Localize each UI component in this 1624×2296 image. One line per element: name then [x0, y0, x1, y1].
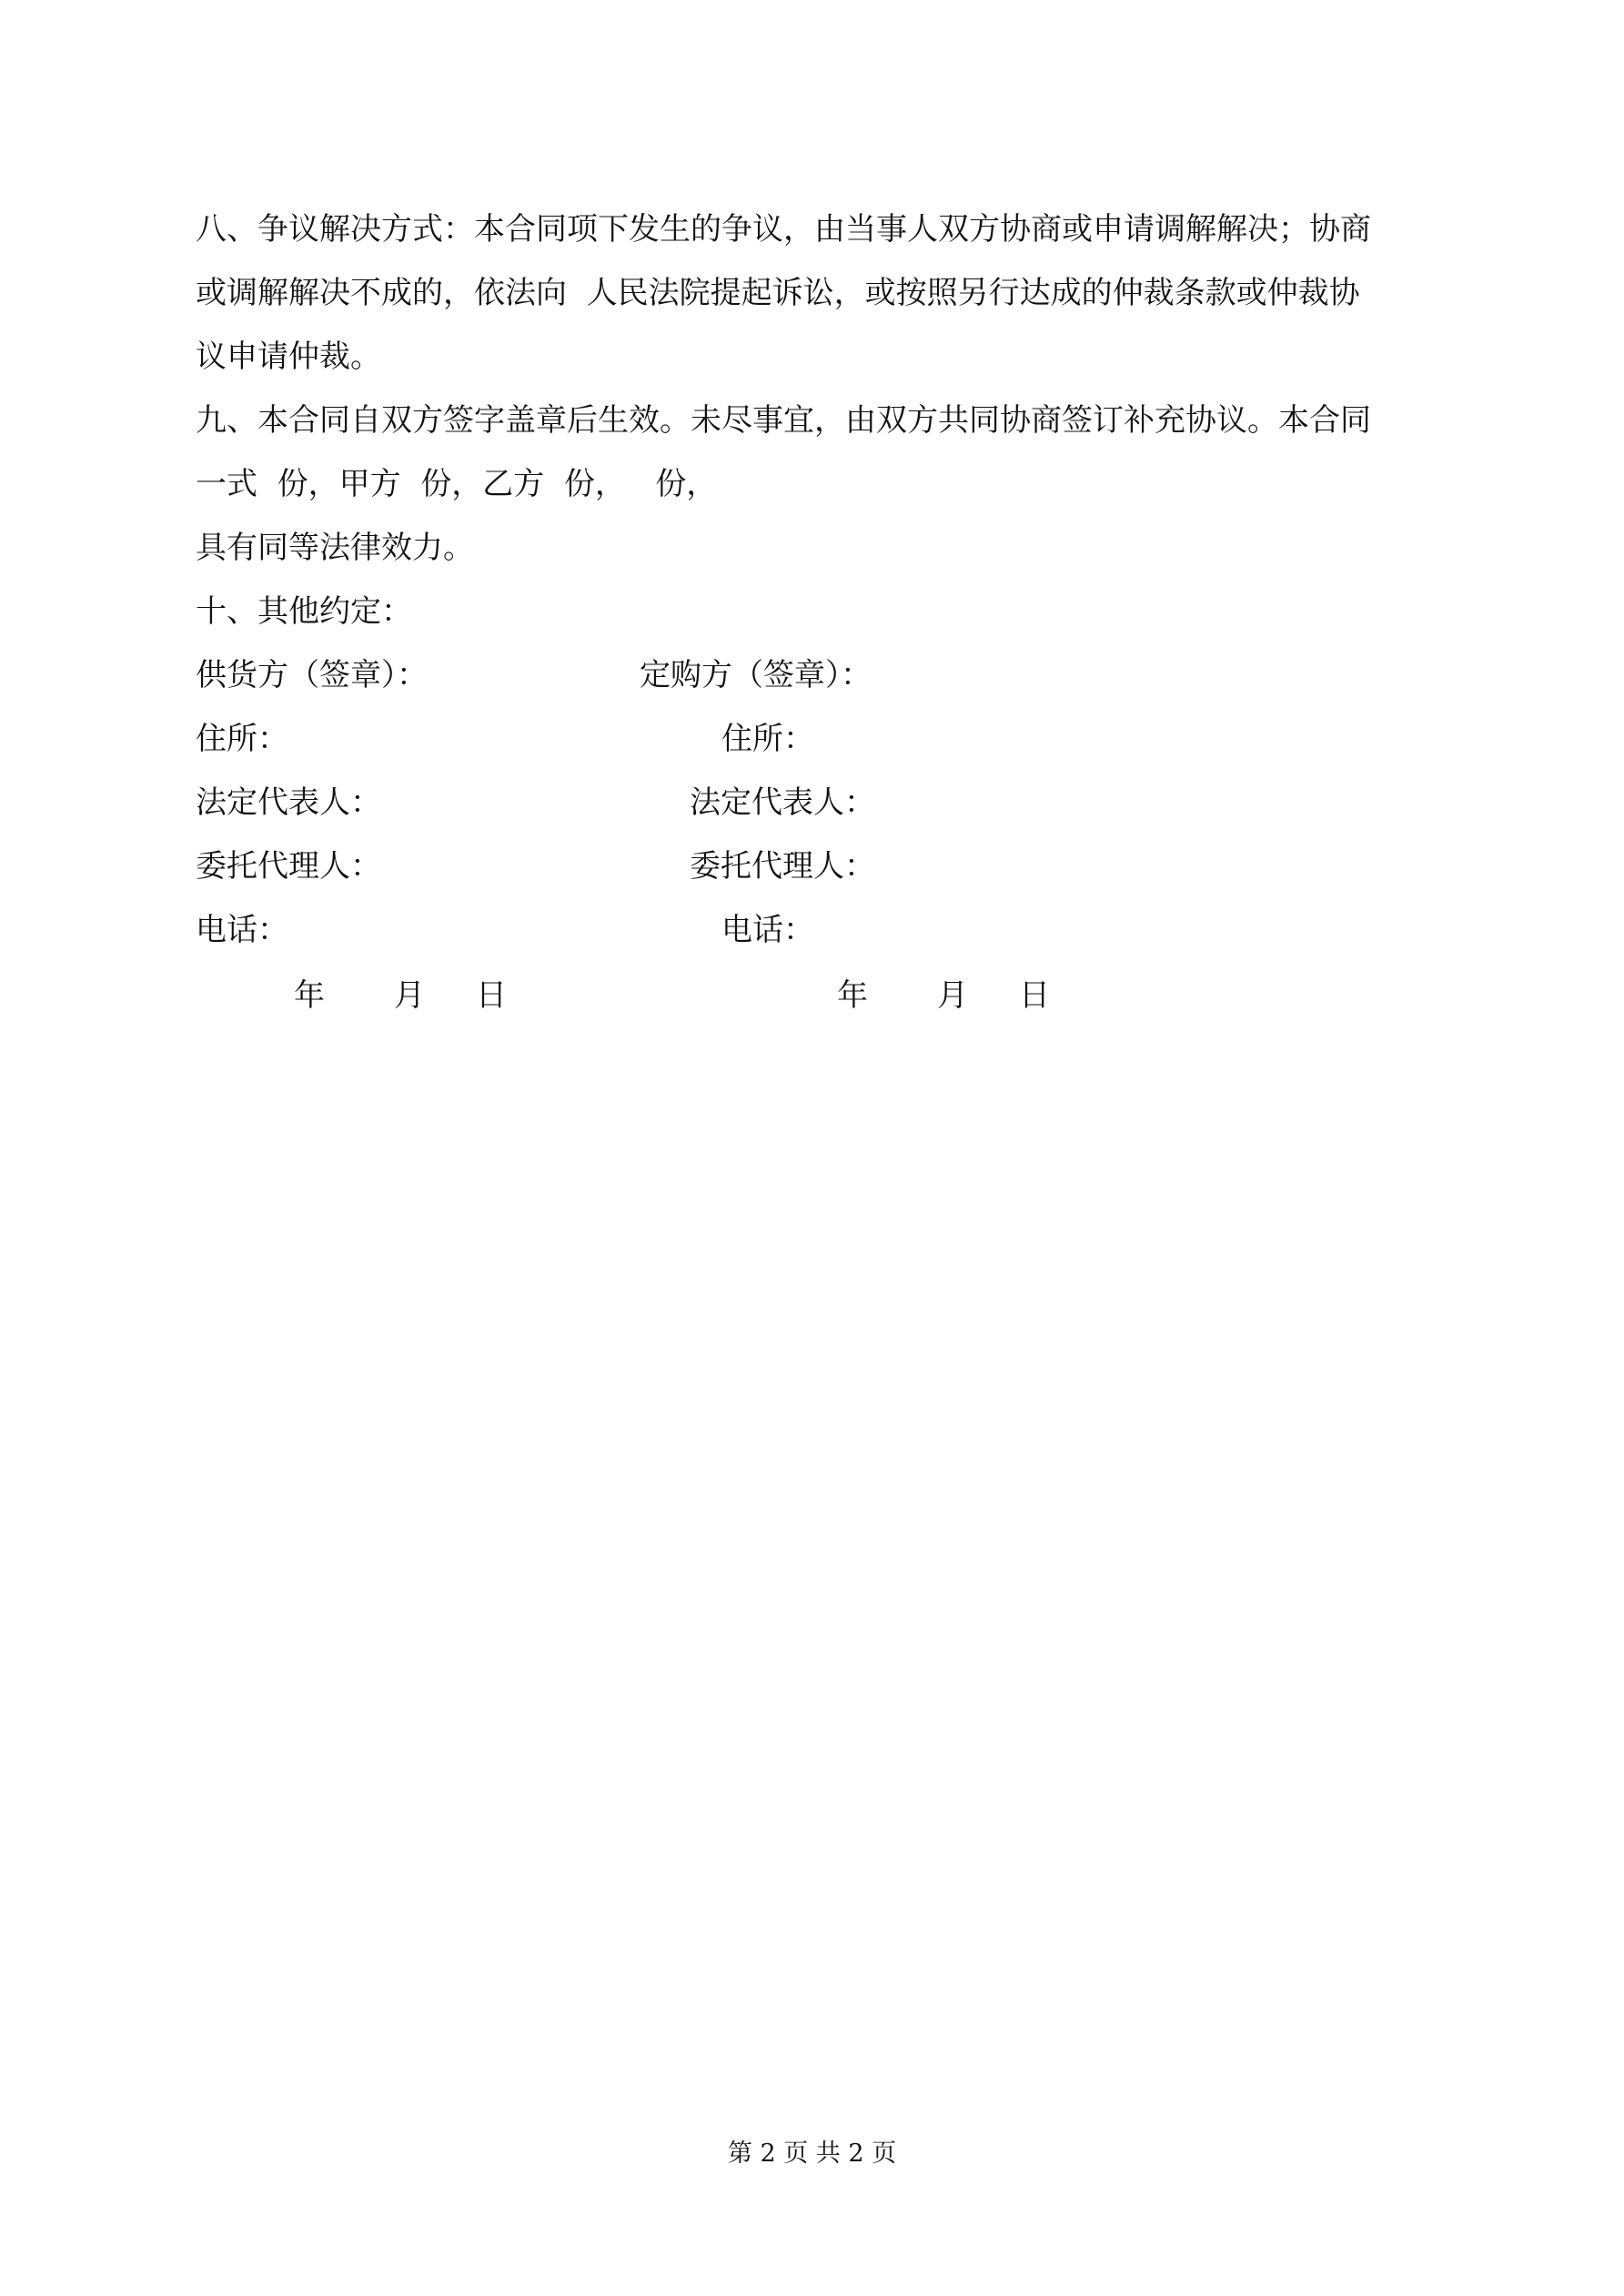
clause-8-line-1: 八、争议解决方式：本合同项下发生的争议，由当事人双方协商或申请调解解决；协商: [196, 211, 1371, 248]
clause-9-line-2: 一式 份，甲方 份，乙方 份， 份，: [196, 466, 718, 502]
signature-row-legal-rep: [0, 784, 1624, 821]
signature-row-phone: [0, 912, 1624, 948]
supplier-date-month: 月: [394, 977, 425, 1014]
signature-row-address: [0, 721, 1624, 757]
clause-10-line-1: 十、其他约定：: [196, 593, 412, 630]
buyer-seal-label: 定购方（签章）：: [640, 657, 872, 693]
signature-row-dates: [0, 977, 1624, 1014]
supplier-address-label: 住所：: [196, 721, 288, 757]
supplier-seal-label: 供货方（签章）：: [196, 657, 428, 693]
buyer-agent-label: 委托代理人：: [690, 848, 875, 885]
supplier-agent-label: 委托代理人：: [196, 848, 381, 885]
buyer-date-year: 年: [837, 977, 868, 1014]
supplier-date-day: 日: [476, 977, 507, 1014]
buyer-address-label: 住所：: [721, 721, 814, 757]
buyer-legal-rep-label: 法定代表人：: [690, 784, 875, 821]
supplier-legal-rep-label: 法定代表人：: [196, 784, 381, 821]
clause-8-line-2: 或调解解决不成的，依法向 人民法院提起诉讼，或按照另行达成的仲裁条款或仲裁协: [196, 275, 1360, 311]
clause-8-line-3: 议申请仲裁。: [196, 339, 381, 375]
page-number-footer: 第 2 页 共 2 页: [727, 2139, 897, 2168]
buyer-date-day: 日: [1019, 977, 1050, 1014]
clause-9-line-3: 具有同等法律效力。: [196, 530, 474, 566]
signature-row-parties: [0, 657, 1624, 693]
supplier-phone-label: 电话：: [196, 912, 288, 948]
signature-row-agent: [0, 848, 1624, 885]
buyer-phone-label: 电话：: [721, 912, 814, 948]
buyer-date-month: 月: [937, 977, 968, 1014]
supplier-date-year: 年: [294, 977, 325, 1014]
clause-9-line-1: 九、本合同自双方签字盖章后生效。未尽事宜，由双方共同协商签订补充协议。本合同: [196, 402, 1371, 439]
